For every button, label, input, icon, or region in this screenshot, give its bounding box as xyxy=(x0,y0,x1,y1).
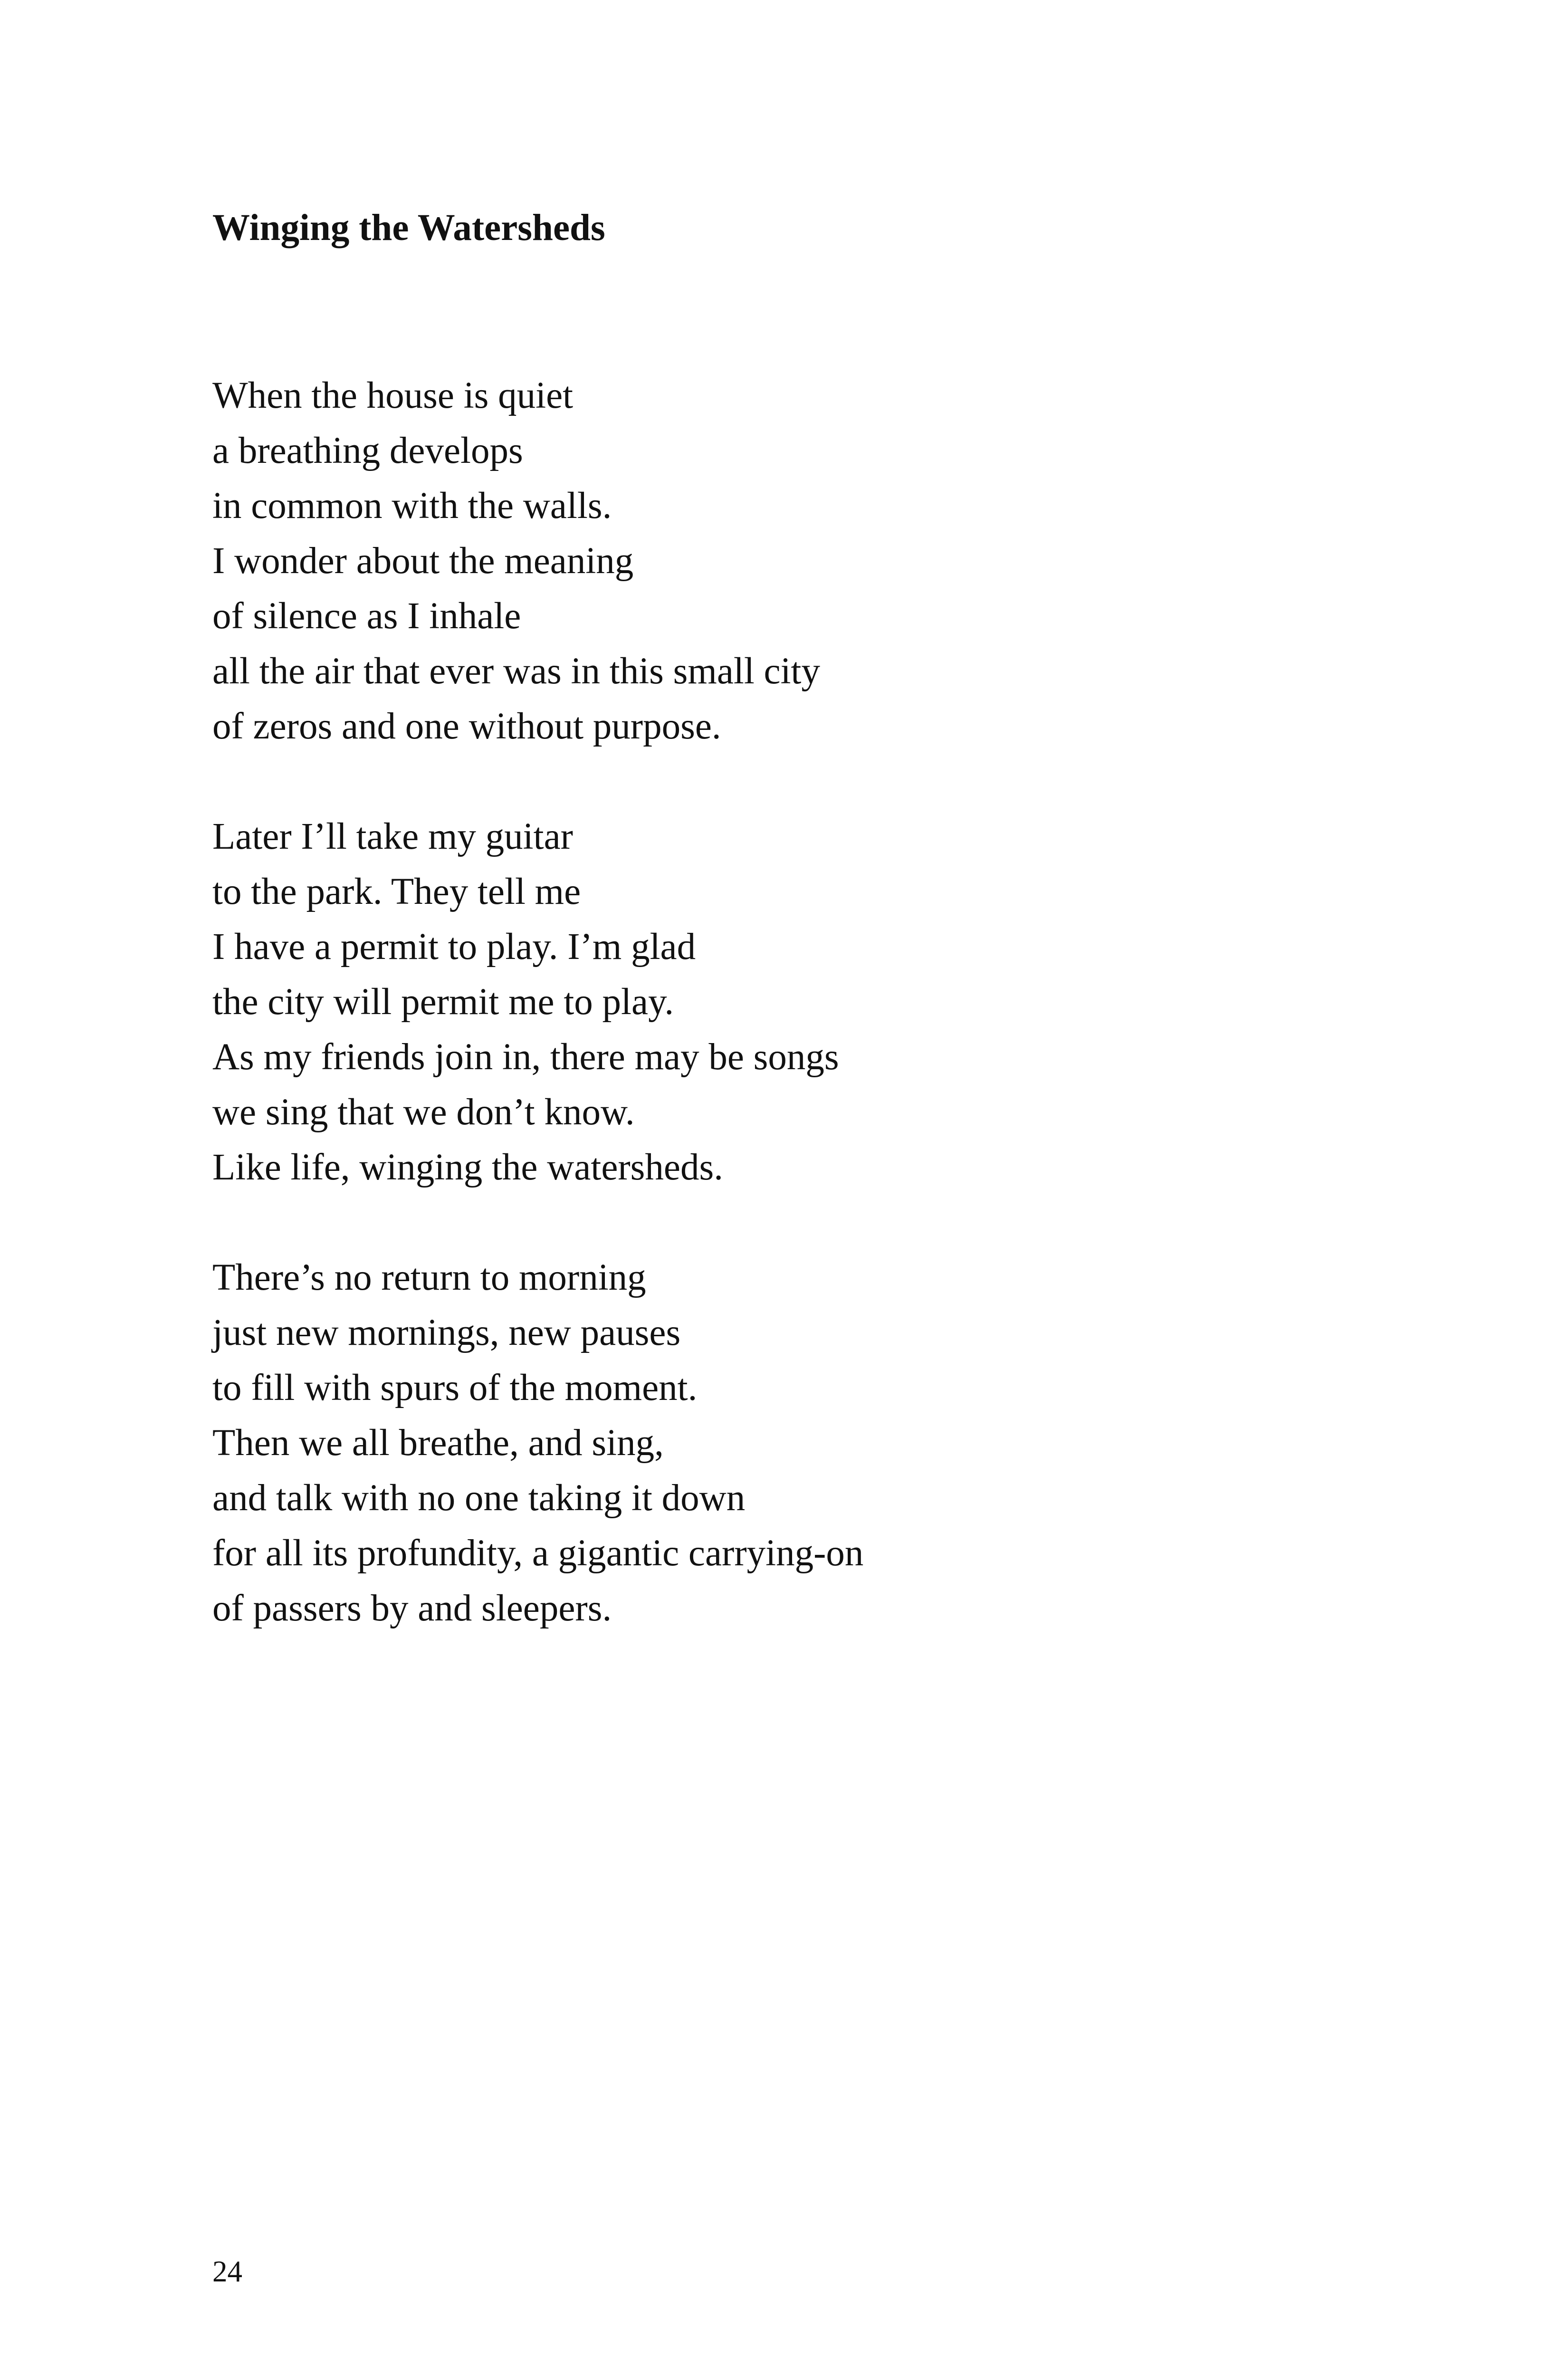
poem-line: for all its profundity, a gigantic carrying-on xyxy=(212,1533,864,1574)
poem-line: all the air that ever was in this small city xyxy=(212,651,821,692)
poem-line: As my friends join in, there may be songs xyxy=(212,1036,839,1078)
poem-line: of passers by and sleepers. xyxy=(212,1588,612,1629)
poem-title: Winging the Watersheds xyxy=(212,207,605,249)
stanza-2 xyxy=(212,809,863,1195)
poem-line: There’s no return to morning xyxy=(212,1257,646,1298)
poem-line: When the house is quiet xyxy=(212,375,574,416)
poem-line: Like life, winging the watersheds. xyxy=(212,1147,723,1188)
poem-line: I have a permit to play. I’m glad xyxy=(212,926,696,968)
poem-line: I wonder about the meaning xyxy=(212,540,634,582)
poem-body xyxy=(212,368,863,1691)
poem-line: Then we all breathe, and sing, xyxy=(212,1422,664,1464)
poem-line: of silence as I inhale xyxy=(212,595,521,637)
stanza-1 xyxy=(212,368,863,754)
stanza-3 xyxy=(212,1250,863,1636)
poem-line: of zeros and one without purpose. xyxy=(212,706,721,747)
page-number: 24 xyxy=(212,2255,242,2288)
poem-line: Later I’ll take my guitar xyxy=(212,816,573,857)
poem-line: in common with the walls. xyxy=(212,485,612,527)
poem-line: we sing that we don’t know. xyxy=(212,1092,635,1133)
poem-line: a breathing develops xyxy=(212,430,523,471)
poem-line: to the park. They tell me xyxy=(212,871,581,912)
poem-line: the city will permit me to play. xyxy=(212,981,674,1023)
poem-line: to fill with spurs of the moment. xyxy=(212,1367,698,1408)
poem-line: just new mornings, new pauses xyxy=(212,1312,681,1353)
poem-line: and talk with no one taking it down xyxy=(212,1477,746,1519)
